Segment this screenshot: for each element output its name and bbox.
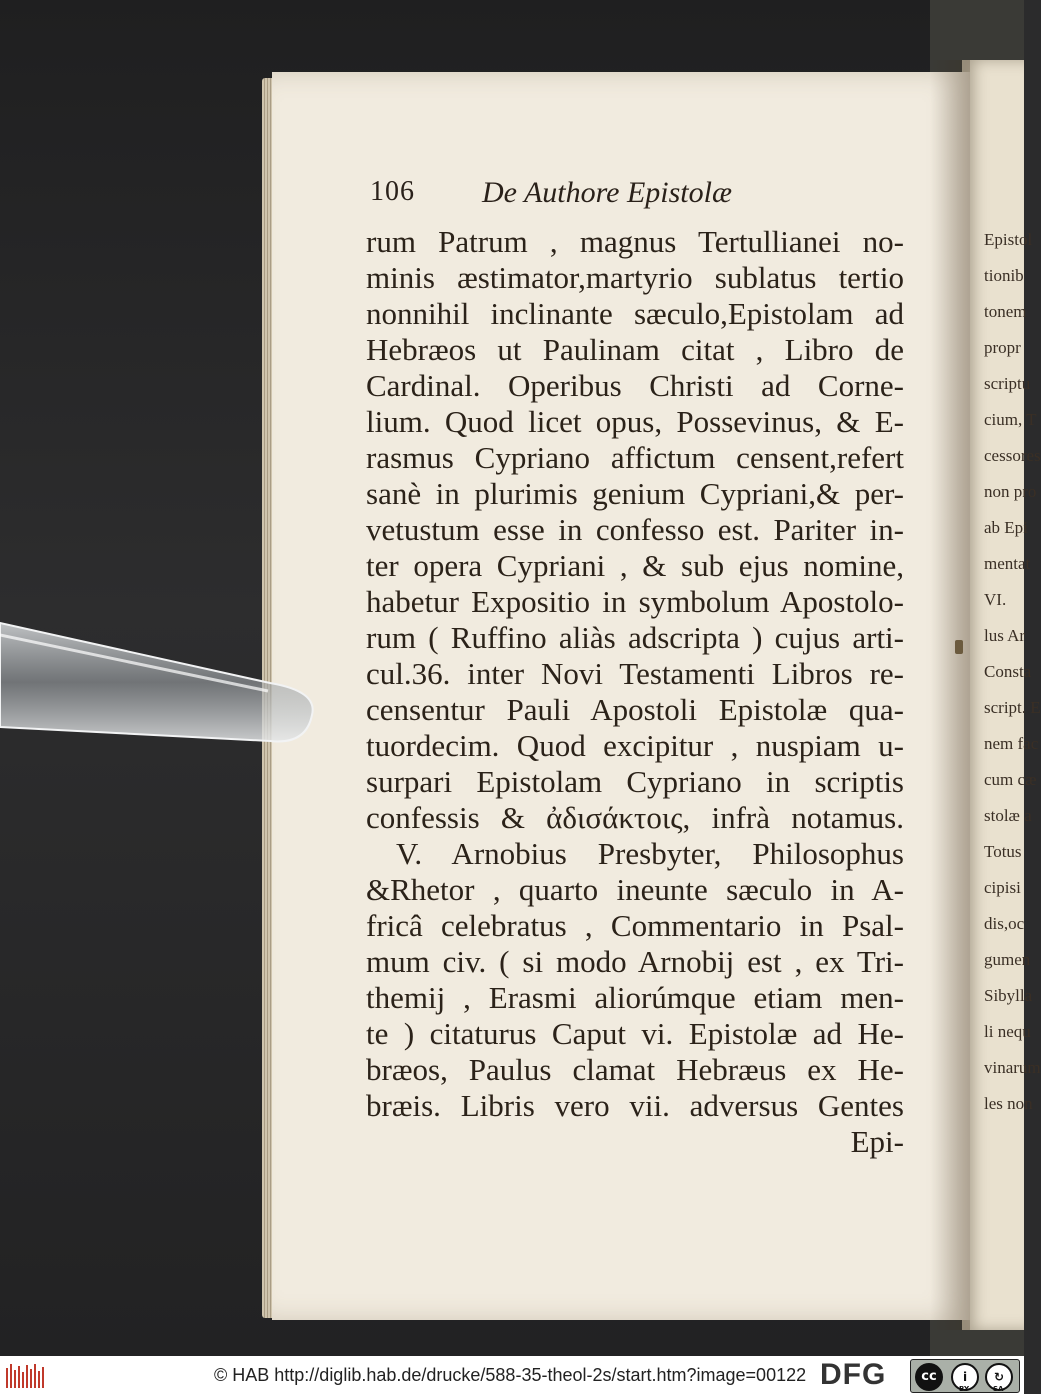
facing-text-line: cium, T	[984, 410, 1037, 429]
license-by-label: BY	[959, 1385, 970, 1393]
text-line: cul.36. inter Novi Testamenti Libros re-	[366, 656, 904, 691]
facing-text-line: mentat	[984, 554, 1031, 573]
facing-text-line: nem fac	[984, 734, 1039, 753]
viewer-footer	[0, 1356, 1024, 1394]
text-line: Hebræos ut Paulinam citat , Libro de	[366, 332, 904, 367]
facing-text-line: cessores	[984, 446, 1041, 465]
text-line: censentur Pauli Apostoli Epistolæ qua-	[366, 692, 904, 727]
facing-text-line: cipisi	[984, 878, 1021, 897]
facing-page	[962, 60, 1041, 1330]
facing-text-line: les non	[984, 1094, 1033, 1113]
cc-icon: cc	[915, 1363, 943, 1391]
facing-text-line: dis,oc	[984, 914, 1025, 933]
facing-text-line: tonem	[984, 302, 1027, 321]
text-line: rum ( Ruffino aliàs adscripta ) cujus arti-	[366, 620, 904, 655]
text-line: te ) citaturus Caput vi. Epistolæ ad He-	[366, 1016, 904, 1051]
cc-license-badge[interactable]	[910, 1359, 1020, 1393]
facing-text-line: scriptu	[984, 374, 1031, 393]
facing-text-line: VI.	[984, 590, 1007, 609]
text-line: nonnihil inclinante sæculo,Epistolam ad	[366, 296, 904, 331]
text-line: bræis. Libris vero vii. adversus Gentes	[366, 1088, 904, 1123]
text-line: rasmus Cypriano affictum censent,refert	[366, 440, 904, 475]
facing-text-line: stolæ a	[984, 806, 1032, 825]
page-holder-spatula	[0, 595, 318, 755]
hab-logo-icon	[6, 1362, 46, 1388]
spine-shadow	[930, 60, 970, 1330]
text-line: confessis & ἀδισάκτοις, infrà notamus.	[366, 800, 904, 835]
facing-text-line: Epistol	[984, 230, 1033, 249]
facing-text-line: Totus	[984, 842, 1022, 861]
text-line: rum Patrum , magnus Tertullianei no-	[366, 224, 904, 259]
facing-text-line: lus Ar	[984, 626, 1026, 645]
facing-text-line: Sibylla	[984, 986, 1033, 1005]
text-line: ter opera Cypriani , & sub ejus nomine,	[366, 548, 904, 583]
facing-text-line: vinarum	[984, 1058, 1041, 1077]
facing-text-line: ab Epi	[984, 518, 1028, 537]
text-line: tuordecim. Quod excipitur , nuspiam u-	[366, 728, 904, 763]
gutter-mark	[955, 640, 963, 654]
facing-text-line: script. E	[984, 698, 1041, 717]
catchword: Epi-	[850, 1124, 904, 1159]
text-line: mum civ. ( si modo Arnobij est , ex Tri-	[366, 944, 904, 979]
facing-text-line: non pro	[984, 482, 1037, 501]
text-line: surpari Epistolam Cypriano in scriptis	[366, 764, 904, 799]
person-icon: i	[951, 1363, 979, 1391]
facing-text-line: li nequ	[984, 1022, 1031, 1041]
text-line: bræos, Paulus clamat Hebræus ex He-	[366, 1052, 904, 1087]
dfg-logo: DFG	[820, 1358, 887, 1391]
facing-text-line: cum cæ	[984, 770, 1037, 789]
share-alike-icon: ↻	[985, 1363, 1013, 1391]
text-line: lium. Quod licet opus, Possevinus, & E-	[366, 404, 904, 439]
text-line: V. Arnobius Presbyter, Philosophus	[396, 836, 904, 871]
text-line: themij , Erasmi aliorúmque etiam men-	[366, 980, 904, 1015]
text-line: habetur Expositio in symbolum Apostolo-	[366, 584, 904, 619]
text-line: Cardinal. Operibus Christi ad Corne-	[366, 368, 904, 403]
text-line: sanè in plurimis genium Cypriani,& per-	[366, 476, 904, 511]
text-line: &Rhetor , quarto ineunte sæculo in A-	[366, 872, 904, 907]
text-line: minis æstimator,martyrio sublatus tertio	[366, 260, 904, 295]
facing-text-line: Consta	[984, 662, 1032, 681]
facing-text-line: gumen	[984, 950, 1031, 969]
text-line: vetustum esse in confesso est. Pariter in-	[366, 512, 904, 547]
page-number: 106	[370, 176, 415, 207]
copyright-link[interactable]: © HAB http://diglib.hab.de/drucke/588-35-theol-2s/start.htm?image=00122	[214, 1365, 807, 1385]
license-sa-label: SA	[993, 1385, 1004, 1393]
facing-text-line: propr	[984, 338, 1021, 357]
running-head: De Authore Epistolæ	[482, 176, 732, 209]
facing-text-line: tionib	[984, 266, 1024, 285]
page-header	[370, 176, 830, 216]
text-line: fricâ celebratus , Commentario in Psal-	[366, 908, 904, 943]
